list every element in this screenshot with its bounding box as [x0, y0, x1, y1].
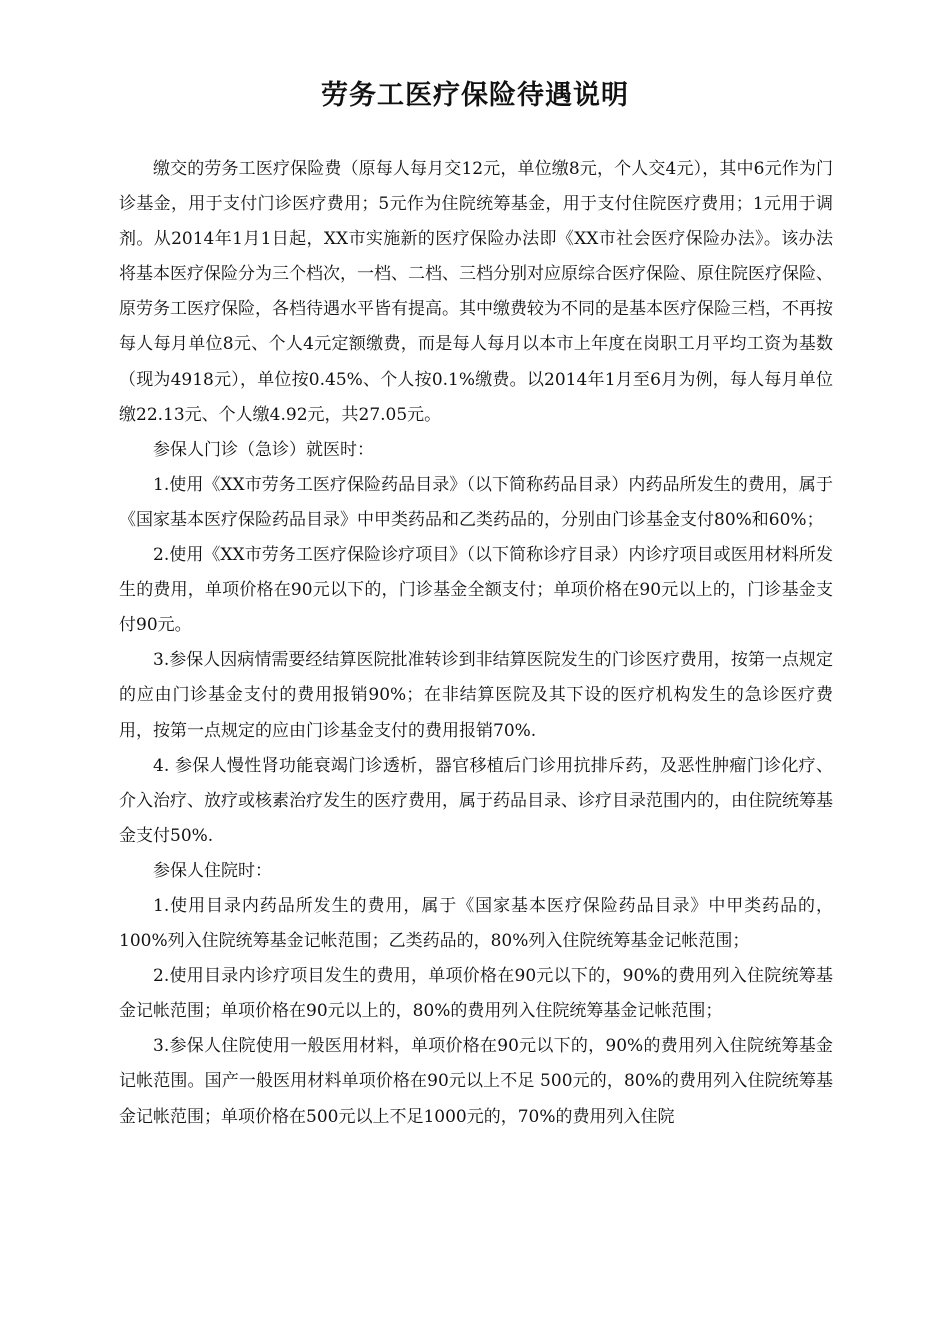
paragraph-outpatient-item-1: 1.使用《XX市劳务工医疗保险药品目录》（以下简称药品目录）内药品所发生的费用，属于《国家基本医疗保险药品目录》中甲类药品和乙类药品的，分别由门诊基金支付80%和60%； [119, 474, 833, 530]
paragraph-inpatient-heading: 参保人住院时： [153, 860, 272, 881]
paragraph-outpatient-heading: 参保人门诊（急诊）就医时： [153, 439, 374, 460]
paragraph-inpatient-item-2: 2.使用目录内诊疗项目发生的费用，单项价格在90元以下的，90%的费用列入住院统筹基金记帐范围；单项价格在90元以上的，80%的费用列入住院统筹基金记帐范围； [119, 966, 833, 1022]
paragraph-outpatient-item-2: 2.使用《XX市劳务工医疗保险诊疗项目》（以下简称诊疗目录）内诊疗项目或医用材料所发生的费用，单项价格在90元以下的，门诊基金全额支付；单项价格在90元以上的，门诊基金支付90元。 [119, 545, 833, 636]
paragraph-outpatient-item-3: 3.参保人因病情需要经结算医院批准转诊到非结算医院发生的门诊医疗费用，按第一点规定的应由门诊基金支付的费用报销90%；在非结算医院及其下设的医疗机构发生的急诊医疗费用，按第一点规定的应由门诊基金支付的费用报销70%. [119, 650, 833, 741]
paragraph-inpatient-item-1: 1.使用目录内药品所发生的费用，属于《国家基本医疗保险药品目录》中甲类药品的，100%列入住院统筹基金记帐范围；乙类药品的，80%列入住院统筹基金记帐范围； [119, 895, 833, 952]
document-title: 劳务工医疗保险待遇说明 [321, 80, 629, 111]
paragraph-contribution-overview: 缴交的劳务工医疗保险费（原每人每月交12元，单位缴8元，个人交4元），其中6元作为门诊基金，用于支付门诊医疗费用；5元作为住院统筹基金，用于支付住院医疗费用；1元用于调剂。从2014年1月1日起，XX市实施新的医疗保险办法即《XX市社会医疗保险办法》。该办法将基本医疗保险分为三个档次，一档、二档、三档分别对应原综合医疗保险、原住院医疗保险、原劳务工医疗保险，各档待遇水平皆有提高。其中缴费较为不同的是基本医疗保险三档，不再按每人每月单位8元、个人4元定额缴费，而是每人每月以本市上年度在岗职工月平均工资为基数（现为4918元），单位按0.45%、个人按0.1%缴费。以2014年1月至6月为例，每人每月单位缴22.13元、个人缴4.92元，共27.05元。 [119, 159, 833, 425]
paragraph-outpatient-item-4: 4. 参保人慢性肾功能衰竭门诊透析，器官移植后门诊用抗排斥药，及恶性肿瘤门诊化疗、介入治疗、放疗或核素治疗发生的医疗费用，属于药品目录、诊疗目录范围内的，由住院统筹基金支付50%. [119, 755, 833, 846]
document-body [119, 152, 833, 1135]
paragraph-inpatient-item-3: 3.参保人住院使用一般医用材料，单项价格在90元以下的，90%的费用列入住院统筹基金记帐范围。国产一般医用材料单项价格在90元以上不足 500元的，80%的费用列入住院统筹基金记帐范围；单项价格在500元以上不足1000元的，70%的费用列入住院 [119, 1036, 833, 1127]
